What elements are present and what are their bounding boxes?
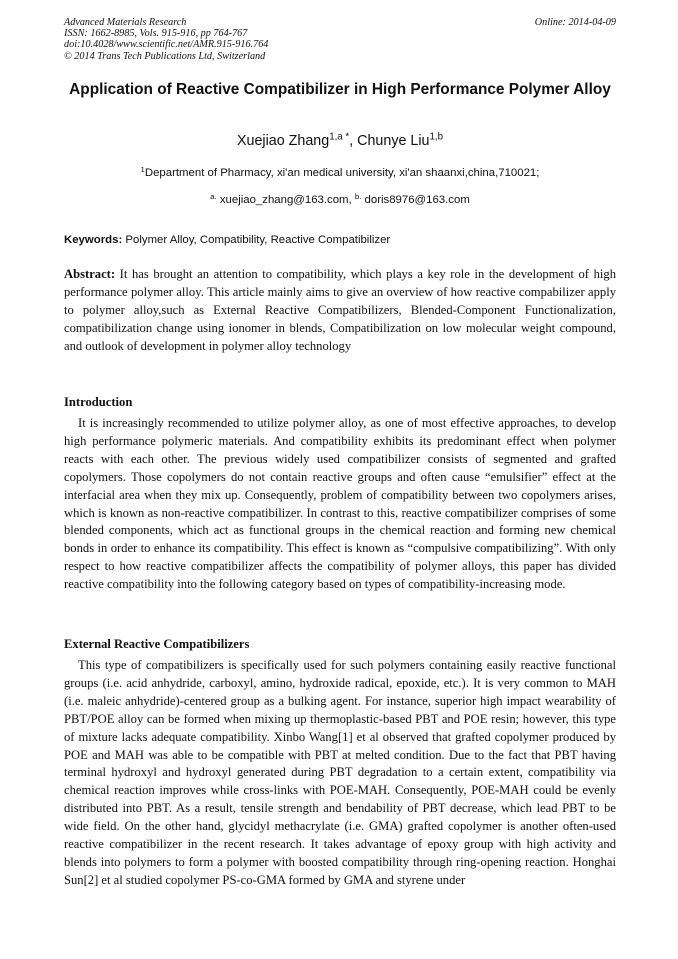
author-separator: , [349,133,358,149]
abstract-label: Abstract: [64,267,116,281]
keywords [64,233,616,247]
external-compatibilizers-heading: External Reactive Compatibilizers [64,637,250,651]
introduction-paragraph: It is increasingly recommended to utilize polymer alloy, as one of most effective approaches, to develop high performance polymeric materials. And compatibility exhibits its predominant effect when polymer reacts with each other. The previous widely used compatibilizer consists of segmented and grafted copolymers. Those copolymers do not contain reactive groups and often cause “emulsifier” effect at the interfacial area when they mix up. Consequently, problem of compatibility between two copolymers arises, which is known as non-reactive compatibilizer. In contrast to this, reactive compatibilizer comprises of some blended components, which act as functional groups in the chemical reaction and forming new chemical bonds in order to enhance its compatibility. This effect is known as “compulsive compatibilizing”. With only respect to how reactive compatibilizer affects the compatibility of polymer alloys, this paper has divided reactive compatibility into the following category based on types of compatibility-increasing mode. [64,416,616,592]
emails [64,193,616,207]
affiliation [64,166,616,180]
author-1: Xuejiao Zhang [236,133,330,149]
abstract [64,266,616,356]
journal-header [64,17,616,62]
affiliation-mark: 1 [140,164,145,174]
issn: ISSN: 1662-8985, Vols. 915-916, pp 764-767 [64,28,248,40]
keywords-text: Polymer Alloy, Compatibility, Reactive Compatibilizer [125,234,391,246]
external-compatibilizers-paragraph: This type of compatibilizers is specifically used for such polymers containing easily reactive functional groups (i.e. acid anhydride, carboxyl, amino, hydroxide radical, epoxide, etc.). It is very common to MAH (i.e. maleic anhydride)-centered group as a bulking agent. For instance, superior high impact wearability of PBT/POE alloy can be formed when mixing up thermoplastic-based PBT and POE resin; however, this type of mixture lacks adequate compatibility. Xinbo Wang[1] et al observed that grafted copolymer produced by POE and MAH was able to be compatible with PBT at melted condition. Due to the fact that PBT having terminal hydroxyl and hydroxyl generated during PBT degradation to a certain extent, compatibility via chemical reaction improves while cross-links with POE-MAH. Consequently, POE-MAH could be evenly distributed into PBT. As a result, tensile strength and bendability of PBT decrease, which lead PBT to be wide field. On the other hand, glycidyl methacrylate (i.e. GMA) grafted copolymer is another often-used reactive compatibilizer in the recent research. It takes advantage of epoxy group with high activity and blends into polymers to form a polymer with boosted compatibility through ring-opening reaction. Honghai Sun[2] et al studied copolymer PS-co-GMA formed by GMA and styrene under [64,658,616,887]
email-b-mark: b. [354,191,362,201]
journal-name: Advanced Materials Research [64,17,187,28]
email-a-mark: a. [210,191,217,201]
author-line [64,132,616,150]
author-2-affil: 1,b [429,131,444,143]
affiliation-text: Department of Pharmacy, xi'an medical university, xi'an shaanxi,china,710021; [144,167,540,179]
introduction-heading: Introduction [64,395,133,409]
email-b: doris8976@163.com [364,194,470,206]
copyright: © 2014 Trans Tech Publications Ltd, Switzerland [64,50,266,62]
author-1-affil: 1,a * [329,131,350,143]
online-date: Online: 2014-04-09 [534,17,616,28]
author-2: Chunye Liu [357,133,430,149]
email-a: xuejiao_zhang@163.com, [219,194,352,206]
paper-title: Application of Reactive Compatibilizer in High Performance Polymer Alloy [69,81,611,98]
doi: doi:10.4028/www.scientific.net/AMR.915-916.764 [64,39,269,51]
keywords-label: Keywords: [64,234,123,246]
abstract-text: It has brought an attention to compatibility, which plays a key role in the development of high performance polymer alloy. This article mainly aims to give an overview of how reactive compabilizer apply to polymer alloy,such as External Reactive Compatibilizers, Blended-Component Functionalization, compatibilization change using ionomer in blends, Compatibilization on low molecular weight compound, and outlook of development in polymer alloy technology [64,267,616,353]
